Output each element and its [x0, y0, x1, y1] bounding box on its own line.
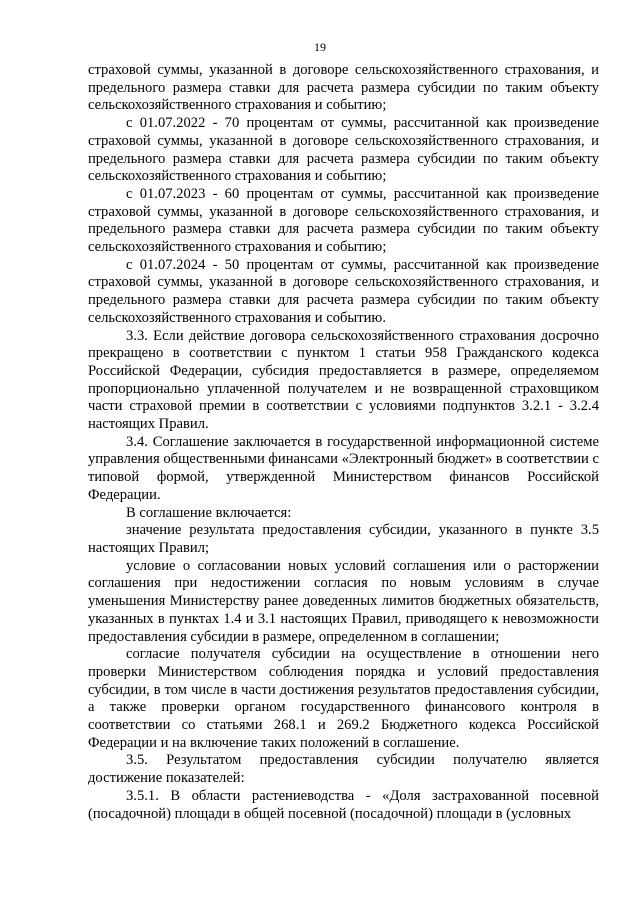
paragraph-3-3: 3.3. Если действие договора сельскохозяйственного страхования досрочно прекращено в соответствии с пунктом 1 статьи 958 Гражданского кодекса Российской Федерации, субсидия предоставляется в размере, определяемом пропорционально уплаченной получателем и не возвращенной страховщиком части страховой премии в соответствии с условиями подпунктов 3.2.1 - 3.2.4 настоящих Правил. [88, 327, 599, 433]
paragraph-2024-rate: с 01.07.2024 - 50 процентам от суммы, рассчитанной как произведение страховой суммы, указанной в договоре сельскохозяйственного страхования, и предельного размера ставки для расчета размера субсидии по таким объекту сельскохозяйственного страхования и событию. [88, 256, 599, 326]
document-body [88, 62, 599, 823]
paragraph-2023-rate: с 01.07.2023 - 60 процентам от суммы, рассчитанной как произведение страховой суммы, указанной в договоре сельскохозяйственного страхования, и предельного размера ставки для расчета размера субсидии по таким объекту сельскохозяйственного страхования и событию; [88, 185, 599, 256]
paragraph-3-4: 3.4. Соглашение заключается в государственной информационной системе управления общественными финансами «Электронный бюджет» в соответствии с типовой формой, утвержденной Министерством финансов Российской Федерации. [88, 433, 599, 503]
paragraph-3-5: 3.5. Результатом предоставления субсидии получателю является достижение показателей: [88, 752, 599, 787]
paragraph-recipient-consent: согласие получателя субсидии на осуществление в отношении него проверки Министерством соблюдения порядка и условий предоставления субсидии, в том числе в части достижения результатов предоставления субсидии, а также проверки органом государственного финансового контроля в соответствии со статьями 268.1 и 269.2 Бюджетного кодекса Российской Федерации и на включение таких положений в соглашение. [88, 646, 599, 751]
paragraph-continuation: страховой суммы, указанной в договоре сельскохозяйственного страхования, и предельного размера ставки для расчета размера субсидии по таким объекту сельскохозяйственного страхования и событию; [88, 62, 599, 114]
paragraph-result-value: значение результата предоставления субсидии, указанного в пункте 3.5 настоящих Правил; [88, 522, 599, 556]
paragraph-agreement-includes: В соглашение включается: [126, 504, 292, 521]
paragraph-new-conditions: условие о согласовании новых условий соглашения или о расторжении соглашения при недостижении согласия по новым условиям в случае уменьшения Министерству ранее доведенных лимитов бюджетных обязательств, указанных в пунктах 1.4 и 3.1 настоящих Правил, приводящего к невозможности предоставления субсидии в размере, определенном в соглашении; [88, 557, 599, 645]
page-number: 19 [314, 40, 326, 54]
paragraph-2022-rate: с 01.07.2022 - 70 процентам от суммы, рассчитанной как произведение страховой суммы, указанной в договоре сельскохозяйственного страхования, и предельного размера ставки для расчета размера субсидии по таким объекту сельскохозяйственного страхования и событию; [88, 115, 599, 185]
paragraph-3-5-1: 3.5.1. В области растениеводства - «Доля застрахованной посевной (посадочной) площади в общей посевной (посадочной) площади в (условных [88, 787, 599, 822]
